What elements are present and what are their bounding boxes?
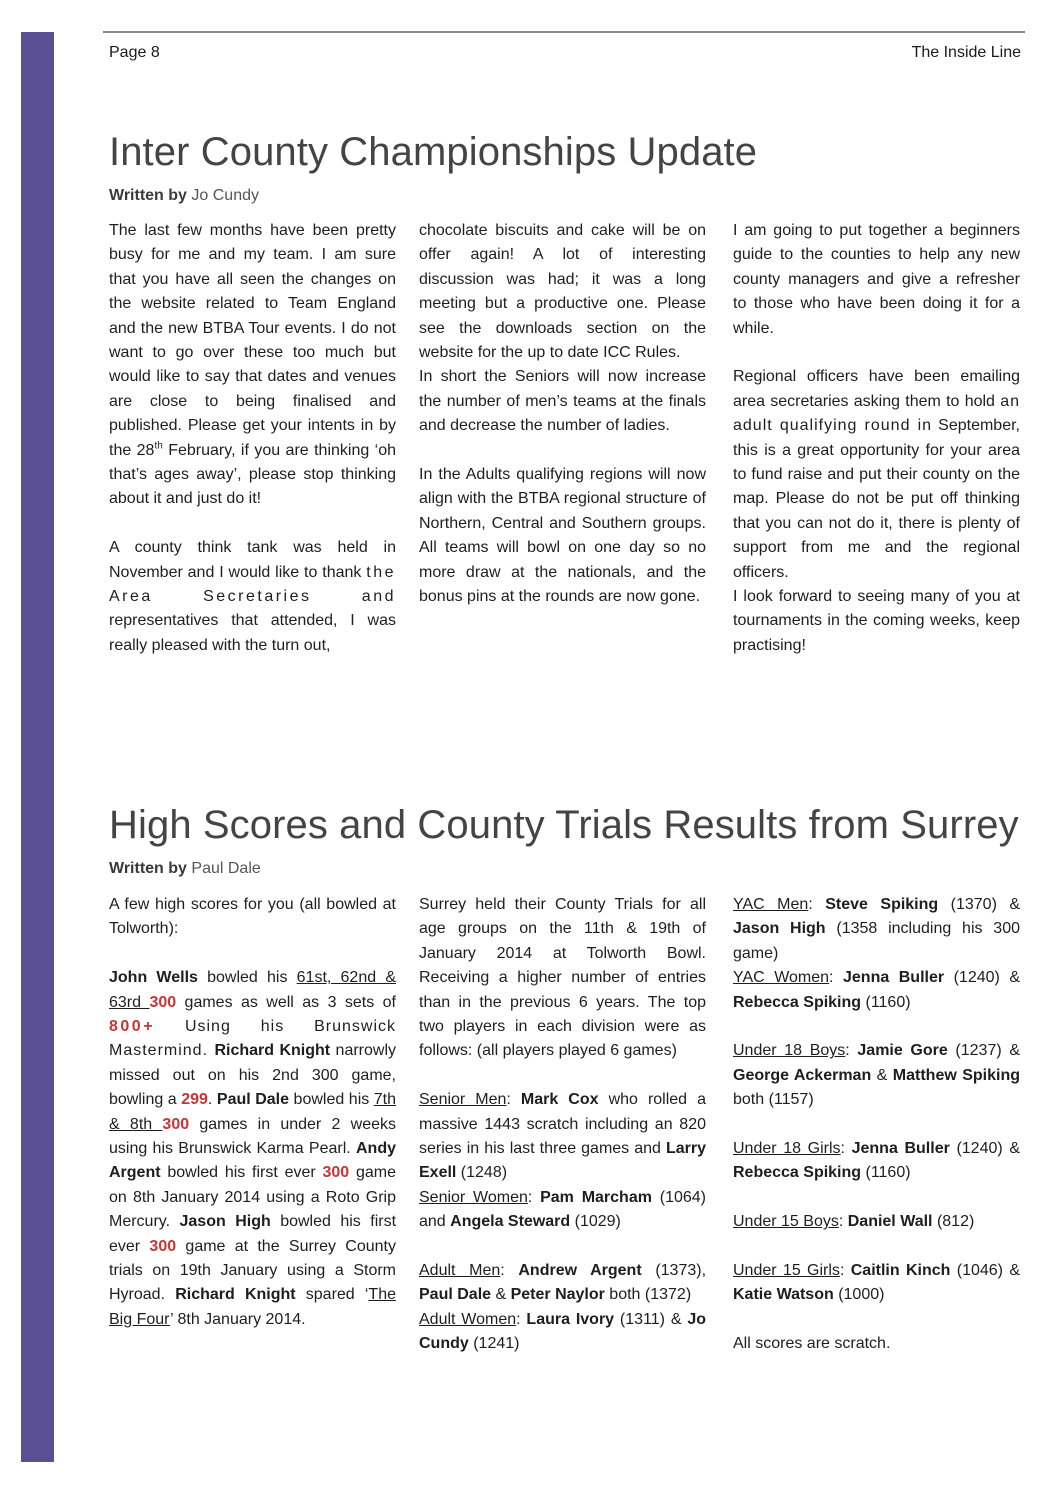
player-name: Andrew Argent	[518, 1262, 642, 1280]
article1-column-2	[419, 219, 706, 609]
article2-column-1	[109, 893, 396, 1332]
byline-prefix: Written by	[109, 860, 187, 877]
division-label: YAC Women	[733, 969, 830, 987]
paragraph: chocolate biscuits and cake will be on offer again! A lot of interesting discussion was had; it was a long meeting but a productive one. Please see the downloads section on the website for the up to date ICC Rules.	[419, 222, 706, 362]
division-label: YAC Men	[733, 896, 809, 913]
page-number: Page 8	[109, 44, 160, 61]
paragraph: In the Adults qualifying regions will now align with the BTBA regional structure of Northern, Central and Southern groups. All teams will bowl on one day so no more draw at the nationals, and the bonus pins at the rounds are now gone.	[419, 466, 706, 606]
publication-name: The Inside Line	[911, 44, 1021, 61]
header-divider	[103, 31, 1025, 33]
player-name: Angela Steward	[450, 1213, 571, 1231]
division-label: Adult Men	[419, 1262, 501, 1280]
player-name: Jamie Gore	[857, 1042, 948, 1060]
byline-prefix: Written by	[109, 187, 187, 204]
byline-author: Jo Cundy	[191, 187, 259, 204]
article1-title: Inter County Championships Update	[109, 130, 758, 174]
article2-column-3	[733, 893, 1020, 1357]
player-name: Katie Watson	[733, 1286, 834, 1304]
paragraph: Surrey held their County Trials for all age groups on the 11th & 19th of January 2014 at Tolworth Bowl. Receiving a higher number of entries than in the previous 6 years. The top two players in each division were as follows: (all players played 6 games)	[419, 896, 706, 1060]
trial-results-list	[419, 1088, 706, 1356]
scores-note: All scores are scratch.	[733, 1335, 891, 1353]
paragraph: I look forward to seeing many of you at tournaments in the coming weeks, keep practising!	[733, 588, 1020, 654]
paragraph: A few high scores for you (all bowled at Tolworth):	[109, 896, 396, 938]
paragraph: I am going to put together a beginners guide to the counties to help any new county managers and give a refresher to those who have been doing it for a while.	[733, 222, 1020, 337]
division-label: Senior Men	[419, 1091, 507, 1109]
player-name: Mark Cox	[520, 1091, 599, 1109]
player-name: Larry Exell	[419, 1140, 706, 1182]
division-result: Under 15 Boys: Daniel Wall (812)	[733, 1213, 975, 1231]
byline-author: Paul Dale	[191, 860, 261, 877]
player-name: Laura Ivory	[526, 1310, 615, 1328]
division-result: Senior Men: Mark Cox who rolled a massive 1443 scratch including an 820 series in his last three games and Larry Exell (1248)	[419, 1091, 707, 1182]
player-name: Jenna Buller	[843, 969, 945, 987]
division-result: Under 15 Girls: Caitlin Kinch (1046) & Katie Watson (1000)	[733, 1262, 1021, 1304]
article1-column-3	[733, 219, 1020, 658]
division-label: Under 15 Girls	[733, 1262, 840, 1280]
player-name: Pam Marcham	[540, 1188, 652, 1206]
division-label: Senior Women	[419, 1188, 528, 1206]
player-name: Matthew Spiking	[892, 1066, 1020, 1084]
player-name: Rebecca Spiking	[733, 1164, 862, 1182]
player-name: Daniel Wall	[847, 1213, 933, 1231]
paragraph: Regional officers have been emailing area secretaries asking them to hold an adult qualifying round in September, this is a great opportunity for your area to fund raise and put their county on the map. Please do not be put off thinking that you can not do it, there is plenty of support from me and the regional officers.	[733, 368, 1020, 581]
trial-results-list	[733, 893, 1020, 1308]
paragraph: In short the Seniors will now increase the number of men’s teams at the finals and decrease the number of ladies.	[419, 368, 706, 435]
division-label: Adult Women	[419, 1310, 517, 1328]
division-result: YAC Women: Jenna Buller (1240) & Rebecca Spiking (1160)	[733, 969, 1021, 1011]
player-name: Caitlin Kinch	[850, 1262, 951, 1280]
division-result: Adult Men: Andrew Argent (1373), Paul Dale & Peter Naylor both (1372)	[419, 1262, 707, 1304]
purple-side-bar	[21, 32, 54, 1462]
player-name: Jenna Buller	[851, 1140, 950, 1158]
division-label: Under 15 Boys	[733, 1213, 839, 1231]
paragraph: A county think tank was held in November and I would like to thank the Area Secretaries and representatives that attended, I was really pleased with the turn out,	[109, 539, 396, 654]
article2-column-2	[419, 893, 706, 1357]
division-result: Adult Women: Laura Ivory (1311) & Jo Cundy (1241)	[419, 1310, 706, 1353]
player-name: Steve Spiking	[825, 896, 939, 913]
player-name: George Ackerman	[733, 1066, 872, 1084]
high-scores-paragraph: John Wells bowled his 61st, 62nd & 63rd 300 games as well as 3 sets of 800+ Using his Brunswick Mastermind. Richard Knight narrowly missed out on his 2nd 300 game, bowling a 299. Paul Dale bowled his 7th & 8th 300 games in under 2 weeks using his Brunswick Karma Pearl. Andy Argent bowled his first ever 300 game on 8th January 2014 using a Roto Grip Mercury. Jason High bowled his first ever 300 game at the Surrey County trials on 19th January using a Storm Hyroad. Richard Knight spared ‘The Big Four’ 8th January 2014.	[109, 969, 397, 1328]
division-result: Senior Women: Pam Marcham (1064) and Angela Steward (1029)	[419, 1188, 706, 1231]
article1-column-1	[109, 219, 396, 658]
division-label: Under 18 Girls	[733, 1140, 841, 1158]
player-name: Peter Naylor	[510, 1286, 605, 1304]
article2-title: High Scores and County Trials Results from Surrey	[109, 803, 1019, 847]
division-label: Under 18 Boys	[733, 1042, 846, 1060]
division-result: Under 18 Girls: Jenna Buller (1240) & Rebecca Spiking (1160)	[733, 1140, 1021, 1182]
player-name: Jason High	[733, 920, 826, 938]
player-name: Jo Cundy	[419, 1310, 706, 1353]
article1-byline	[109, 187, 259, 205]
player-name: Rebecca Spiking	[733, 993, 862, 1011]
division-result: YAC Men: Steve Spiking (1370) & Jason High (1358 including his 300 game)	[733, 896, 1021, 962]
article2-byline	[109, 860, 261, 878]
player-name: Paul Dale	[419, 1286, 492, 1304]
division-result: Under 18 Boys: Jamie Gore (1237) & George Ackerman & Matthew Spiking both (1157)	[733, 1042, 1021, 1109]
paragraph: The last few months have been pretty busy for me and my team. I am sure that you have all seen the changes on the website related to Team England and the new BTBA Tour events. I do not want to go over these too much but would like to say that dates and venues are close to being finalised and published. Please get your intents in by the 28th February, if you are thinking ‘oh that’s ages away’, please stop thinking about it and just do it!	[109, 222, 397, 508]
